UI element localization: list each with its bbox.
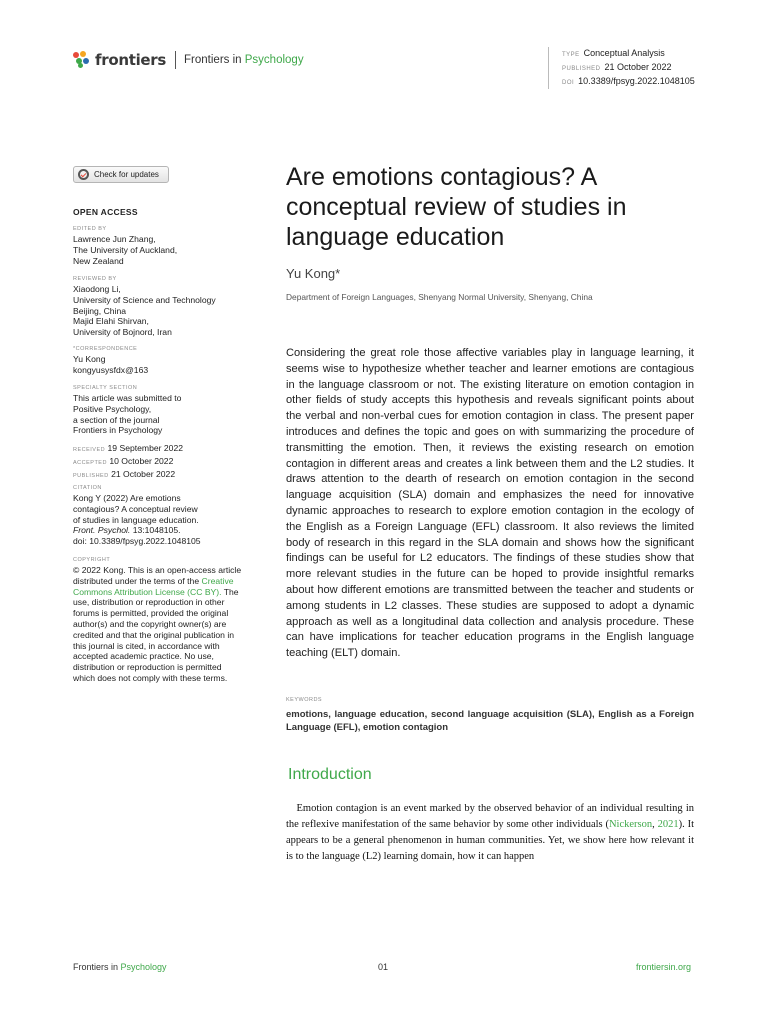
doi-row[interactable]: DOI 10.3389/fpsyg.2022.1048105 [562, 76, 695, 86]
author-affiliation: Department of Foreign Languages, Shenyang Normal University, Shenyang, China [286, 292, 593, 302]
type-row: TYPE Conceptual Analysis [562, 48, 665, 58]
published-row: PUBLISHED 21 October 2022 [562, 62, 672, 72]
keywords-list: emotions, language education, second language acquisition (SLA), English as a Foreign Language (EFL), emotion contagion [286, 709, 694, 733]
abstract-text: Considering the great role those affective variables play in language learning, it seems wise to hypothesize whether teacher and learner emotions are contagious in the language classroom or not. The existing literature on emotion contagion in other fields of study accepts this hypothesis and reveals significant points about the verbal and non-verbal cues for emotion contagion in class. The present paper introduces and defines the topic and goes on with summarizing the procedure of transmitting the emotion. Then, it reviews the existing research on emotion contagion in different areas and creates a link between them and the L2 studies. It draws attention to the dearth of research on emotion contagion in the second language acquisition (SLA) domain and emphasizes the need for innovative dynamic approaches to research to explore emotion contagion in the ecology of the English as a Foreign Language (EFL) classroom. It also reviews the limited body of research in this regard in the SLA domain and shows how the significant findings can be useful for L2 educators. The findings of these studies show that more relevant studies in the future can be hoped to provide insightful remarks about how different emotions are transmitted between the teacher and students or among students in L2 classes. These studies are supposed to adopt a dynamic approach as well as a longitudinal data collection and analysis procedure. These can have implications for teacher education programs in the English language teaching (ELT) domain. [286, 347, 694, 660]
article-title: Are emotions contagious? A conceptual review of studies in language education [286, 163, 627, 251]
keywords-label: KEYWORDS [286, 697, 323, 703]
article-author[interactable]: Yu Kong* [286, 266, 341, 281]
frontiers-logo[interactable] [73, 51, 304, 69]
dates-section: RECEIVED 19 September 2022 ACCEPTED 10 October 2022 PUBLISHED 21 October 2022 [73, 443, 184, 479]
citation-link-author[interactable]: Nickerson [608, 819, 653, 830]
check-updates-icon [78, 169, 89, 180]
check-for-updates-button[interactable]: Check for updates [73, 166, 169, 183]
footer-site-link[interactable]: frontiersin.org [636, 962, 692, 972]
citation-doi[interactable]: doi: 10.3389/fpsyg.2022.1048105 [73, 536, 201, 547]
article-meta [548, 47, 695, 89]
logo-divider [175, 51, 176, 69]
introduction-heading: Introduction [288, 766, 372, 783]
frontiers-logo-icon [73, 51, 91, 69]
footer-journal[interactable]: Frontiers in Psychology [73, 962, 167, 972]
copyright-section: COPYRIGHT © 2022 Kong. This is an open-access article distributed under the terms of the Creative Commons Attribution License (CC BY). The use, distribution or reproduction in other forums is permitted, provided the original author(s) and the copyright owner(s) are credited and that the original publication in this journal is cited, in accordance with accepted academic practice. No use, distribution or reproduction is permitted which does not comply with these terms. [73, 557, 242, 683]
citation-section: CITATION Kong Y (2022) Are emotions contagious? A conceptual review of studies in language education. Front. Psychol. 13:1048105. doi: 10.3389/fpsyg.2022.1048105 [73, 484, 243, 547]
correspondence-section: *CORRESPONDENCE Yu Kong kongyusysfdx@163 [73, 345, 243, 376]
citation-link-year[interactable]: 2021 [657, 819, 679, 830]
reviewed-by-section: REVIEWED BY Xiaodong Li, University of Science and Technology Beijing, China Majid Elahi Shirvan, University of Bojnord, Iran [73, 276, 216, 338]
page-number: 01 [378, 962, 389, 972]
journal-name[interactable]: Frontiers in Psychology [184, 54, 304, 66]
introduction-paragraph: Emotion contagion is an event marked by the observed behavior of an individual resulting in the reflexive manifestation of the same behavior by some other individuals (Nickerson, 2021). It appears to be a general phenomenon in human communities. Yet, we show here how relevant it is to the language (L2) learning domain, how it can happen [286, 803, 694, 862]
correspondence-email[interactable]: kongyusysfdx@163 [73, 364, 149, 375]
specialty-section: SPECIALTY SECTION This article was submitted to Positive Psychology, a section of the journal Frontiers in Psychology [73, 385, 182, 436]
open-access-label: OPEN ACCESS [73, 207, 138, 217]
edited-by-section: EDITED BY Lawrence Jun Zhang, The University of Auckland, New Zealand [73, 226, 178, 266]
cc-by-license-link[interactable]: Creative Commons Attribution License (CC BY). [73, 575, 234, 597]
logo-text: frontiers [95, 51, 167, 69]
